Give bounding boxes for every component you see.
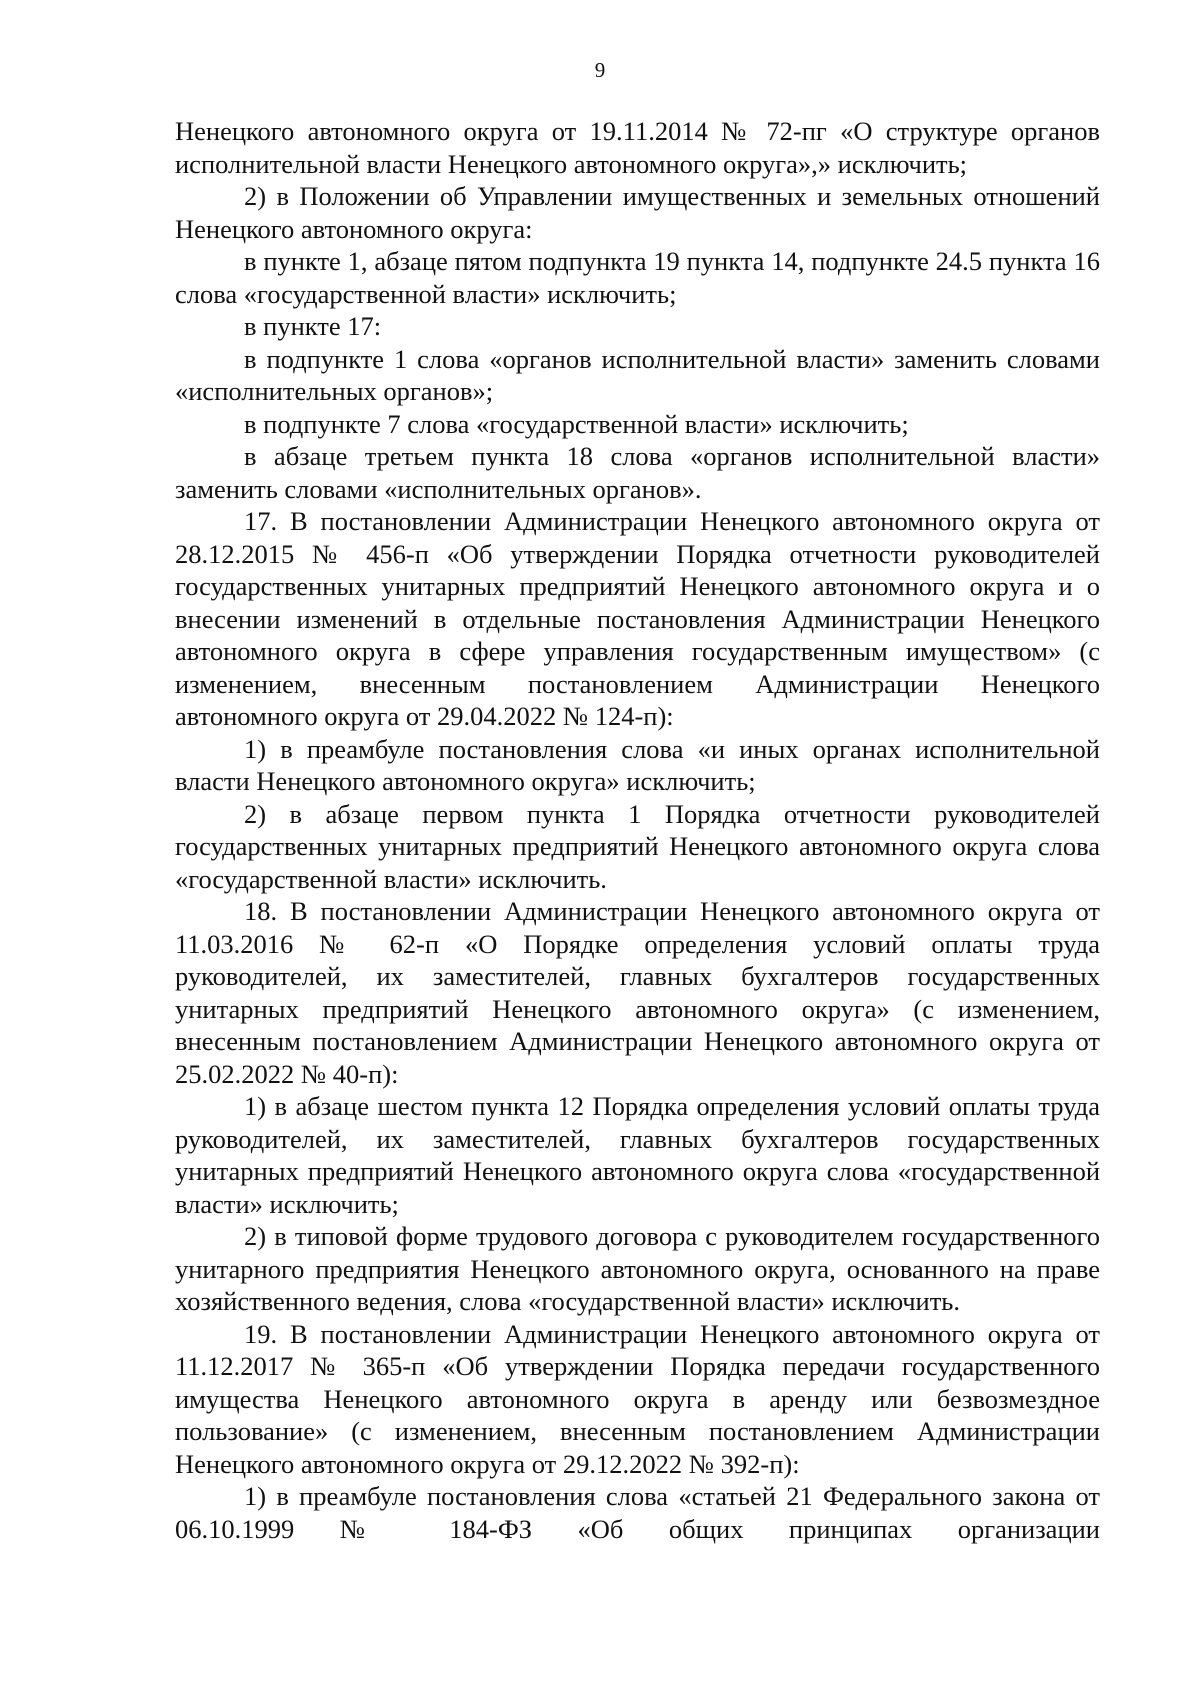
paragraph-section-18-item-1: 1) в абзаце шестом пункта 12 Порядка определения условий оплаты труда руководителей, их заместителей, главных бухгалтеров государственных унитарных предприятий Ненецкого автономного округа слова «государственной власти» исключить;	[175, 1091, 1100, 1219]
paragraph-section-17-item-1: 1) в преамбуле постановления слова «и иных органах исполнительной власти Ненецкого автономного округа» исключить;	[175, 733, 1100, 796]
paragraph-section-19-item-1: 1) в преамбуле постановления слова «статьей 21 Федерального закона от 06.10.1999 № 184-ФЗ «Об общих принципах организации	[175, 1481, 1100, 1544]
paragraph-point-18: в абзаце третьем пункта 18 слова «органов исполнительной власти» заменить словами «исполнительных органов».	[175, 441, 1100, 504]
paragraph-subpoint-1: в подпункте 1 слова «органов исполнительной власти» заменить словами «исполнительных органов»;	[175, 343, 1100, 406]
page-number: 9	[594, 58, 606, 82]
paragraph-section-18-item-2: 2) в типовой форме трудового договора с руководителем государственного унитарного предприятия Ненецкого автономного округа, основанного на праве хозяйственного ведения, слова «государственной власти» исключить.	[175, 1221, 1100, 1316]
paragraph-section-17: 17. В постановлении Администрации Ненецкого автономного округа от 28.12.2015 № 456-п «Об утверждении Порядка отчетности руководителей государственных унитарных предприятий Ненецкого автономного округа и о внесении изменений в отдельные постановления Администрации Ненецкого автономного округа в сфере управления государственным имуществом» (с изменением, внесенным постановлением Администрации Ненецкого автономного округа от 29.04.2022 № 124-п):	[175, 506, 1100, 731]
paragraph-section-18: 18. В постановлении Администрации Ненецкого автономного округа от 11.03.2016 № 62-п «О Порядке определения условий оплаты труда руководителей, их заместителей, главных бухгалтеров государственных унитарных предприятий Ненецкого автономного округа» (с изменением, внесенным постановлением Администрации Ненецкого автономного округа от 25.02.2022 № 40-п):	[175, 896, 1100, 1089]
paragraph-point-17: в пункте 17:	[244, 311, 382, 341]
paragraph-subpoint-7: в подпункте 7 слова «государственной власти» исключить;	[244, 408, 909, 439]
document-body	[175, 115, 1100, 1545]
paragraph-item-2-regulation: 2) в Положении об Управлении имущественных и земельных отношений Ненецкого автономного округа:	[175, 181, 1100, 244]
paragraph-section-19: 19. В постановлении Администрации Ненецкого автономного округа от 11.12.2017 № 365-п «Об утверждении Порядка передачи государственного имущества Ненецкого автономного округа в аренду или безвозмездное пользование» (с изменением, внесенным постановлением Администрации Ненецкого автономного округа от 29.12.2022 № 392-п):	[175, 1318, 1100, 1479]
paragraph-continuation: Ненецкого автономного округа от 19.11.2014 № 72-пг «О структуре органов исполнительной власти Ненецкого автономного округа»,» исключить;	[175, 116, 1100, 179]
paragraph-section-17-item-2: 2) в абзаце первом пункта 1 Порядка отчетности руководителей государственных унитарных предприятий Ненецкого автономного округа слова «государственной власти» исключить.	[175, 798, 1100, 894]
paragraph-point-1: в пункте 1, абзаце пятом подпункта 19 пункта 14, подпункте 24.5 пункта 16 слова «государственной власти» исключить;	[175, 246, 1100, 309]
